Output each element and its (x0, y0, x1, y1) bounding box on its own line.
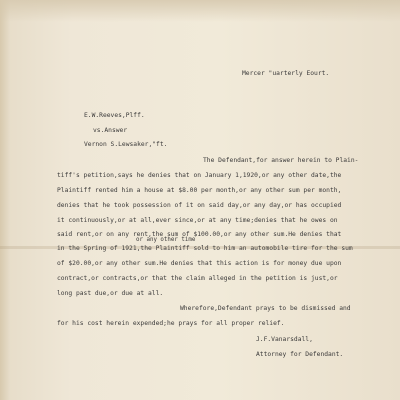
body-line-9: contract,or contracts,or that the claim alleged in the petition is just,or (57, 275, 338, 282)
body-line-7: in the Spring of 1921,the Plaintiff sold to him an automobile tire for the sum (57, 245, 353, 252)
body-line-6: said rent,or on any rent,the sum of $100.00,or any other sum.He denies that (57, 231, 342, 238)
page-top-shadow (0, 0, 400, 22)
plaintiff-name: E.W.Reeves,Plff. (84, 112, 145, 119)
body-line-5: it continuously,or at all,ever since,or at any time;denies that he owes on (57, 217, 338, 224)
body-line-3: Plaintiff rented him a house at $8.00 per month,or any other sum per month, (57, 187, 342, 194)
court-heading: Mercer "uarterly Eourt. (242, 70, 330, 77)
page-left-edge (0, 0, 10, 400)
closing-line-1: Wherefore,Defendant prays to be dismissed and (180, 305, 351, 312)
defendant-name: Vernon S.Lewsaker,"ft. (84, 141, 168, 148)
versus-answer-label: vs.Answer (93, 127, 128, 134)
body-line-10: long past due,or due at all. (57, 290, 164, 297)
closing-line-2: for his cost herein expended;he prays for all proper relief. (57, 320, 285, 327)
body-line-2: tiff's petition,says he denies that on January 1,1920,or any other date,the (57, 172, 342, 179)
body-interlinear-insert: or any other time (136, 237, 196, 243)
signature-title: Attorney for Defendant. (256, 351, 344, 358)
body-line-4: denies that he took possession of it on said day,or any day,or has occupied (57, 202, 342, 209)
body-line-8: of $20.00,or any other sum.He denies that this action is for money due upon (57, 260, 342, 267)
body-line-1: The Defendant,for answer herein to Plain- (203, 157, 359, 164)
signature-name: J.F.Vanarsdall, (256, 336, 313, 343)
